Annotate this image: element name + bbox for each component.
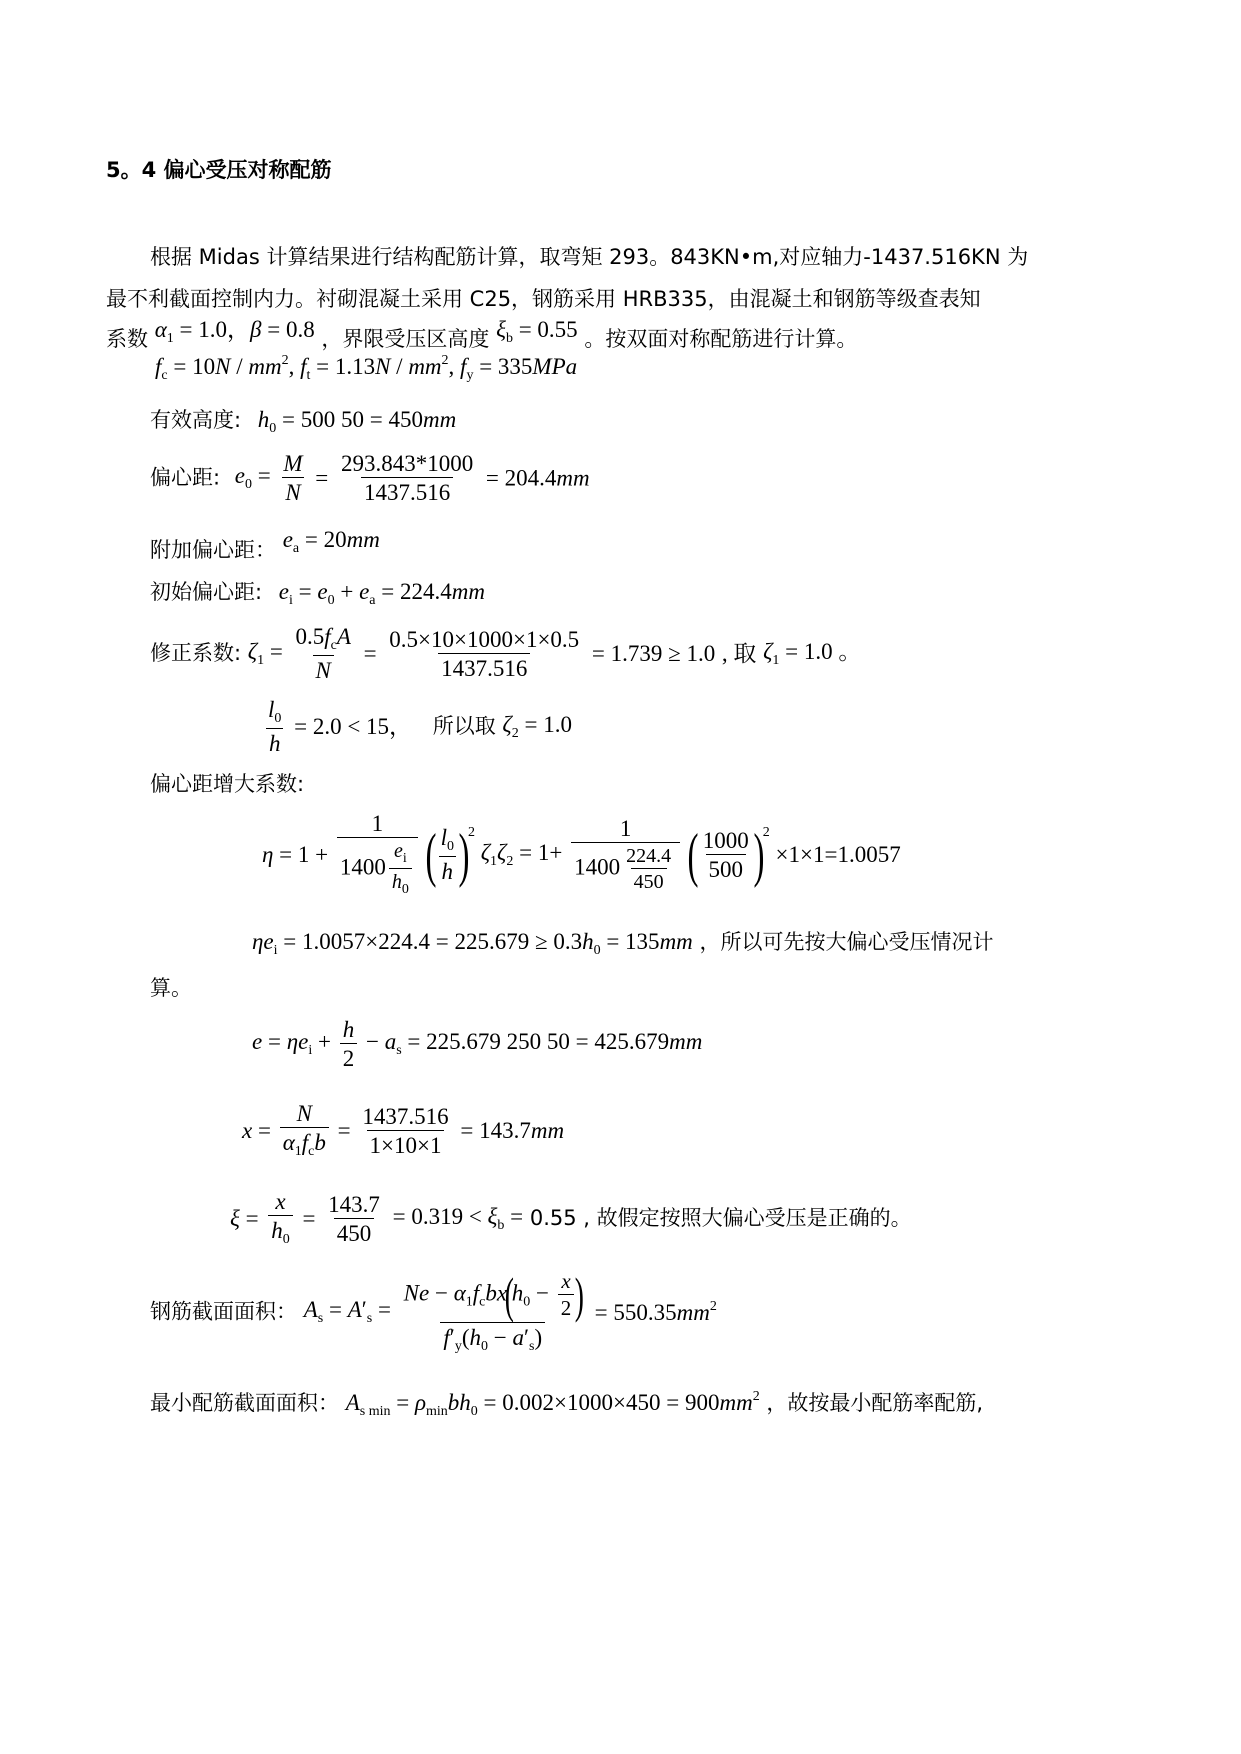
ei-line: 初始偏心距: $e_i = e_0 + e_a = 224.4mm$ (150, 579, 485, 608)
asmin-line: 最小配筋截面面积： $A_{s min} = \rho_{min}bh_0 = 0.002\times 1000\times 450 = 900mm^2$ ，故按最小配筋率配筋, (150, 1389, 984, 1419)
eta-ei-line: $\eta e_i = 1.0057\times 224.4 = 225.679 \ge 0.3h_0 = 135mm$ ，所以可先按大偏心受压情况计 (252, 929, 994, 958)
intro-line-1: 根据 Midas 计算结果进行结构配筋计算，取弯矩 293。843KN•m,对应轴力-1437.516KN 为 (150, 245, 1029, 269)
material-line: $f_c = 10N / mm^2$, $f_t = 1.13N / mm^2$, $f_y = 335MPa$ (155, 353, 578, 383)
xi-line: ξ = $\frac{x}{h_0}$ = $\frac{143.7}{450}$ = $0.319 < \xi_b = 0.55$ , 故假定按照大偏心受压是正确的。 (230, 1189, 912, 1247)
intro-line-2: 最不利截面控制内力。衬砌混凝土采用 C25，钢筋采用 HRB335，由混凝土和钢筋等级查表知 (106, 287, 981, 311)
e0-line: 偏心距: $e_0$ = $\frac{M}{N}$ = $\frac{293.843*1000}{1437.516}$ = 204.4mm (150, 451, 590, 505)
eta-label: 偏心距增大系数: (150, 772, 305, 796)
l0h-line: $\frac{l_0}{h}$ = 2.0 < 15， 所以取 $\zeta_2 = 1.0$ (262, 698, 572, 755)
eta-formula: η = 1 + 1 1400 $\frac{e_i}{h_0}$ ( $\frac{l_0}{h}$ )$^2$ $\zeta_1\zeta_2 = 1+$ 1 1400 $\frac{224.4}{450}$ ( $\frac{1000}{500}$ )$^2$ ×1×1=1.0057 (262, 811, 901, 897)
ea-line: 附加偏心距： $e_a = 20mm$ (150, 527, 380, 562)
eta-ei-line-2: 算。 (150, 976, 192, 1000)
section-heading: 5。4 偏心受压对称配筋 (106, 158, 332, 182)
as-line: 钢筋截面面积： $A_s = A'_s$ = $Ne - \alpha_1f_cbx(h_0$ − $\frac{x}{2}$ ) $f'_y(h_0 - a'_s)$ = $550.35mm^2$ (150, 1267, 717, 1354)
e-line: $e = \eta e_i$ + $\frac{h}{2}$ − $a_s = 225.679$ 250 50 = 425.679mm (252, 1017, 703, 1071)
intro-line-3: 系数 $\alpha_1 = 1.0$，β = 0.8 ，界限受压区高度 $\xi_b = 0.55$ 。按双面对称配筋进行计算。 (106, 317, 858, 351)
zeta1-line: 修正系数: $\zeta_1$ = $0.5f_cA$ N = $\frac{0.5\times 10\times 1000\times 1\times 0.5}{1437.516}$ = 1.739 ≥ 1.0 , 取 $\zeta_1 = 1.0$ 。 (150, 624, 862, 683)
x-line: x = N $\alpha_1f_cb$ = $\frac{1437.516}{1\times 10\times 1}$ = 143.7mm (242, 1101, 565, 1159)
h0-line: 有效高度: $h_0 = 500$ 50 = 450mm (150, 407, 457, 436)
